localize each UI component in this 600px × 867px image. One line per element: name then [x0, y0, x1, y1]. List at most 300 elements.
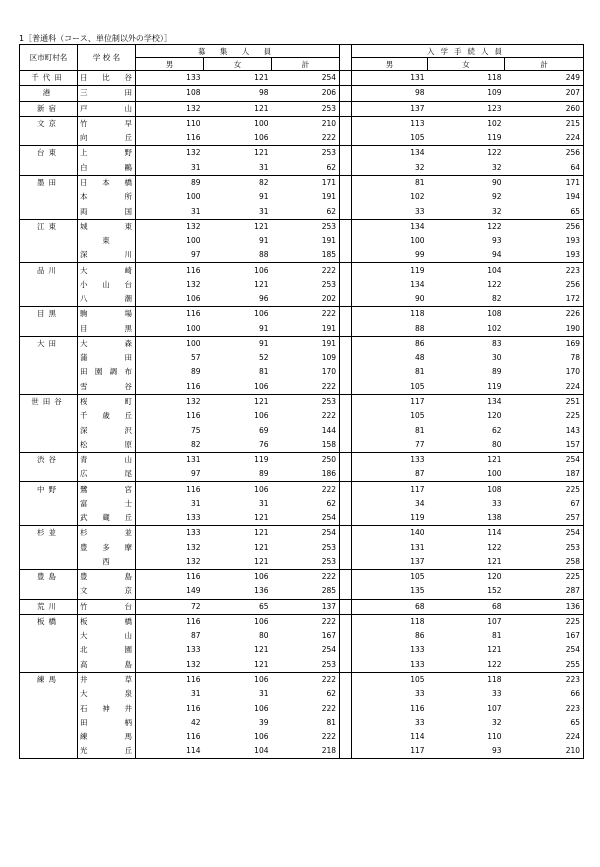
recruit-male-cell: 149 — [186, 586, 201, 596]
school-name: 向 丘 — [80, 133, 132, 143]
school-name-cell — [78, 101, 136, 116]
school-name: 広 尾 — [80, 469, 132, 479]
school-name: 北 園 — [80, 645, 132, 655]
enrolled-total-cell: 256 — [505, 219, 584, 234]
ward-cell: 墨田 — [20, 175, 78, 190]
recruit-male-cell: 31 — [190, 689, 201, 699]
gap-cell — [340, 190, 352, 204]
recruit-total-cell: 222 — [321, 381, 337, 391]
enrolled-total-cell: 251 — [505, 394, 584, 409]
recruit-total-cell: 144 — [321, 425, 337, 435]
table-row — [20, 263, 584, 278]
recruit-female-cell: 65 — [204, 599, 272, 614]
recruit-male-cell: 132 — [186, 542, 201, 552]
enrolled-total-cell: 225 — [505, 482, 584, 497]
ward-cell — [20, 438, 78, 453]
school-name-cell — [78, 219, 136, 234]
table-row — [20, 322, 584, 337]
school-name: 戸 山 — [80, 103, 132, 113]
enrolled-male-cell: 32 — [414, 162, 425, 172]
enrolled-female-cell: 120 — [487, 411, 502, 421]
gap-cell — [340, 672, 352, 687]
school-name: 富 士 — [80, 498, 132, 508]
enrolled-female-cell: 32 — [491, 717, 502, 727]
recruit-total-cell: 158 — [321, 439, 337, 449]
recruit-male-cell: 87 — [190, 631, 201, 641]
school-name-cell — [78, 146, 136, 161]
table-row — [20, 116, 584, 131]
recruit-male-cell: 100 — [186, 236, 201, 246]
enrolled-male-cell: 133 — [410, 659, 425, 669]
recruit-male-cell: 31 — [190, 498, 201, 508]
table-row — [20, 234, 584, 248]
enrolled-male-cell: 117 — [352, 744, 428, 759]
school-name: 城 東 — [80, 221, 132, 231]
table-row — [20, 584, 584, 599]
recruit-female-cell: 31 — [258, 206, 269, 216]
recruit-total-cell: 191 — [321, 236, 337, 246]
gap-cell — [340, 658, 352, 673]
ward-cell — [20, 131, 78, 146]
gap-cell — [340, 248, 352, 263]
school-name: 桜 町 — [80, 396, 132, 406]
table-row — [20, 658, 584, 673]
enrolled-female-cell: 121 — [428, 452, 505, 467]
enrolled-male-cell: 33 — [414, 206, 425, 216]
ward-cell — [20, 278, 78, 292]
recruit-male-cell: 132 — [136, 146, 204, 161]
school-name: 井 草 — [80, 675, 132, 685]
school-name-cell — [78, 687, 136, 701]
enrolled-female-cell: 33 — [491, 689, 502, 699]
ward-cell — [20, 701, 78, 715]
ward-cell — [20, 716, 78, 730]
school-name-cell — [78, 423, 136, 437]
enrolled-total-cell: 136 — [505, 599, 584, 614]
enrolled-female-cell: 62 — [491, 425, 502, 435]
school-name: 光 丘 — [80, 746, 132, 756]
recruit-total-cell: 62 — [326, 162, 337, 172]
ward-cell — [20, 234, 78, 248]
enrolled-female-cell: 94 — [491, 250, 502, 260]
recruit-total-cell: 254 — [321, 645, 337, 655]
enrolled-male-cell: 86 — [414, 631, 425, 641]
school-name: 三 田 — [80, 88, 132, 98]
recruit-male-cell: 116 — [186, 732, 201, 742]
enrolled-total-cell: 254 — [505, 643, 584, 657]
enrolled-female-cell: 81 — [491, 631, 502, 641]
enrolled-female-cell: 107 — [428, 614, 505, 629]
enrolled-total-cell: 257 — [505, 511, 584, 526]
school-name: 東 — [102, 236, 110, 246]
ward-cell — [20, 161, 78, 176]
enrolled-total-cell: 78 — [505, 351, 584, 365]
school-name-cell — [78, 351, 136, 365]
school-name-cell — [78, 234, 136, 248]
enrolled-female-cell: 138 — [487, 513, 502, 523]
enrolled-male-cell: 81 — [352, 175, 428, 190]
enrolled-female-cell: 134 — [428, 394, 505, 409]
recruit-male-cell: 116 — [136, 614, 204, 629]
recruit-total-cell: 222 — [272, 307, 340, 322]
enrolled-total-cell: 256 — [505, 146, 584, 161]
enrolled-male-cell: 131 — [410, 542, 425, 552]
table-row — [20, 71, 584, 86]
enrolled-total-cell: 193 — [505, 234, 584, 248]
enrolled-female-cell: 107 — [487, 703, 502, 713]
school-name: 雪 谷 — [80, 381, 132, 391]
recruit-total-cell: 137 — [272, 599, 340, 614]
school-name-cell — [78, 452, 136, 467]
recruit-male-cell: 116 — [186, 381, 201, 391]
enrolled-total-cell: 258 — [505, 555, 584, 570]
enrolled-female-cell: 122 — [428, 219, 505, 234]
school-name-cell — [78, 511, 136, 526]
school-name: 練 馬 — [80, 732, 132, 742]
recruit-female-cell: 91 — [258, 192, 269, 202]
ward-cell — [20, 190, 78, 204]
recruit-male-cell: 100 — [186, 323, 201, 333]
recruit-male-cell: 100 — [186, 192, 201, 202]
enrolled-total-cell: 260 — [505, 101, 584, 116]
school-name-cell — [78, 629, 136, 643]
gap-cell — [340, 116, 352, 131]
recruit-male-cell: 97 — [190, 250, 201, 260]
enrolled-total-cell: 66 — [505, 687, 584, 701]
recruit-male-cell: 116 — [136, 570, 204, 585]
recruit-male-cell: 108 — [136, 86, 204, 101]
enrolled-male-cell: 48 — [414, 353, 425, 363]
school-name: 鷺 宮 — [80, 484, 132, 494]
enrolled-female-cell: 122 — [428, 146, 505, 161]
ward-cell — [20, 467, 78, 482]
enrolled-total-cell: 167 — [505, 629, 584, 643]
enrolled-female-cell: 108 — [428, 482, 505, 497]
school-name: 田 柄 — [80, 717, 132, 727]
enrolled-male-cell: 77 — [414, 439, 425, 449]
school-name-cell — [78, 263, 136, 278]
gap-cell — [340, 86, 352, 101]
enrolled-total-cell: 224 — [505, 730, 584, 744]
recruit-total-cell: 254 — [272, 526, 340, 541]
gap-cell — [340, 307, 352, 322]
enrolled-male-cell: 33 — [414, 689, 425, 699]
recruit-female-cell: 106 — [204, 614, 272, 629]
recruit-male-cell: 132 — [186, 659, 201, 669]
header-recruit-male: 男 — [136, 58, 204, 71]
school-name: 文 京 — [80, 586, 132, 596]
enrolled-total-cell: 254 — [505, 452, 584, 467]
ward-cell — [20, 204, 78, 219]
recruit-male-cell: 132 — [136, 101, 204, 116]
enrolled-female-cell: 68 — [428, 599, 505, 614]
gap-cell — [340, 467, 352, 482]
school-name-cell — [78, 278, 136, 292]
enrolled-female-cell: 109 — [428, 86, 505, 101]
enrolled-male-cell: 90 — [414, 294, 425, 304]
table-row — [20, 204, 584, 219]
school-name-cell — [78, 497, 136, 511]
gap-cell — [340, 101, 352, 116]
enrolled-female-cell: 118 — [428, 71, 505, 86]
enrolled-total-cell: 225 — [505, 570, 584, 585]
enrolled-total-cell: 64 — [505, 161, 584, 176]
recruit-total-cell: 253 — [272, 394, 340, 409]
enrolled-female-cell: 83 — [428, 336, 505, 351]
recruit-female-cell: 91 — [258, 323, 269, 333]
recruit-female-cell: 76 — [258, 439, 269, 449]
enrolled-male-cell: 119 — [410, 513, 425, 523]
enrolled-total-cell: 254 — [505, 526, 584, 541]
recruit-male-cell: 132 — [136, 394, 204, 409]
ward-cell: 千代田 — [20, 71, 78, 86]
header-ward: 区市町村名 — [20, 45, 78, 71]
recruit-female-cell: 39 — [258, 717, 269, 727]
table-row — [20, 438, 584, 453]
school-name-cell — [78, 730, 136, 744]
gap-cell — [340, 292, 352, 307]
school-name-cell — [78, 409, 136, 423]
recruit-female-cell: 121 — [254, 513, 269, 523]
enrolled-female-cell: 104 — [428, 263, 505, 278]
enrolled-female-cell: 92 — [491, 192, 502, 202]
school-name-cell — [78, 701, 136, 715]
enrolled-male-cell: 133 — [410, 645, 425, 655]
school-name-cell — [78, 365, 136, 379]
gap-cell — [340, 599, 352, 614]
recruit-female-cell: 96 — [258, 294, 269, 304]
ward-cell — [20, 365, 78, 379]
school-name-cell — [78, 744, 136, 759]
recruit-total-cell: 191 — [321, 323, 337, 333]
gap-cell — [340, 744, 352, 759]
recruit-male-cell: 131 — [136, 452, 204, 467]
gap-cell — [340, 584, 352, 599]
gap-cell — [340, 365, 352, 379]
school-name: 八 潮 — [80, 294, 132, 304]
table-row — [20, 687, 584, 701]
gap-cell — [340, 131, 352, 146]
enrolled-male-cell: 100 — [410, 236, 425, 246]
gap-cell — [340, 409, 352, 423]
recruit-male-cell: 89 — [136, 175, 204, 190]
recruit-total-cell: 222 — [272, 672, 340, 687]
enrolled-male-cell: 86 — [352, 336, 428, 351]
enrolled-male-cell: 105 — [410, 411, 425, 421]
recruit-female-cell: 119 — [204, 452, 272, 467]
table-row — [20, 730, 584, 744]
gap-cell — [340, 161, 352, 176]
enrolled-female-cell: 89 — [491, 367, 502, 377]
enrolled-total-cell: 223 — [505, 263, 584, 278]
table-row — [20, 380, 584, 395]
enrolled-male-cell: 88 — [414, 323, 425, 333]
enrolled-male-cell: 116 — [410, 703, 425, 713]
header-recruitment: 募 集 人 員 — [136, 45, 340, 58]
table-row — [20, 190, 584, 204]
header-enrolled-total: 計 — [505, 58, 584, 71]
ward-cell: 練馬 — [20, 672, 78, 687]
recruit-male-cell: 31 — [190, 162, 201, 172]
recruit-male-cell: 133 — [136, 71, 204, 86]
recruit-female-cell: 31 — [258, 498, 269, 508]
ward-cell — [20, 511, 78, 526]
enrolled-total-cell: 170 — [505, 365, 584, 379]
enrolled-total-cell: 193 — [505, 248, 584, 263]
ward-cell: 板橋 — [20, 614, 78, 629]
table-row — [20, 278, 584, 292]
enrolled-male-cell: 134 — [352, 146, 428, 161]
recruit-male-cell: 57 — [190, 353, 201, 363]
recruit-female-cell: 31 — [258, 162, 269, 172]
recruit-total-cell: 253 — [272, 101, 340, 116]
recruit-total-cell: 222 — [321, 411, 337, 421]
ward-cell — [20, 687, 78, 701]
enrolled-total-cell: 65 — [505, 204, 584, 219]
ward-cell: 江東 — [20, 219, 78, 234]
school-name: 上 野 — [80, 148, 132, 158]
recruit-female-cell: 121 — [204, 394, 272, 409]
recruit-female-cell: 82 — [204, 175, 272, 190]
enrolled-total-cell: 224 — [505, 380, 584, 395]
table-caption: 1［普通科（コース、単位制以外の学校）］ — [19, 34, 172, 43]
recruit-female-cell: 106 — [254, 133, 269, 143]
school-name-cell — [78, 204, 136, 219]
recruit-female-cell: 69 — [258, 425, 269, 435]
school-name-cell — [78, 131, 136, 146]
school-name: 小 山 台 — [80, 279, 132, 289]
table-row — [20, 292, 584, 307]
table-row — [20, 101, 584, 116]
recruit-total-cell: 62 — [326, 206, 337, 216]
header-enrolled-female: 女 — [428, 58, 505, 71]
ward-cell: 文京 — [20, 116, 78, 131]
recruit-total-cell: 222 — [321, 133, 337, 143]
school-name: 千 歳 丘 — [80, 411, 132, 421]
recruit-total-cell: 222 — [321, 703, 337, 713]
recruit-total-cell: 206 — [272, 86, 340, 101]
school-name: 深 沢 — [80, 425, 132, 435]
recruit-male-cell: 31 — [190, 206, 201, 216]
header-enrolled: 入学手続人員 — [352, 45, 584, 58]
ward-cell — [20, 584, 78, 599]
recruit-female-cell: 88 — [258, 250, 269, 260]
school-name: 板 橋 — [80, 616, 132, 626]
recruit-female-cell: 121 — [204, 526, 272, 541]
enrolled-female-cell: 30 — [491, 353, 502, 363]
table-row — [20, 526, 584, 541]
recruit-male-cell: 116 — [186, 133, 201, 143]
school-name-cell — [78, 716, 136, 730]
gap-cell — [340, 438, 352, 453]
recruit-female-cell: 121 — [204, 146, 272, 161]
enrolled-female-cell: 93 — [428, 744, 505, 759]
enrolled-female-cell: 120 — [428, 570, 505, 585]
recruit-total-cell: 202 — [321, 294, 337, 304]
school-name: 田 園 調 布 — [80, 367, 132, 377]
ward-cell — [20, 248, 78, 263]
enrolled-total-cell: 65 — [505, 716, 584, 730]
enrolled-male-cell: 114 — [410, 732, 425, 742]
table-row — [20, 555, 584, 570]
table-row — [20, 336, 584, 351]
school-name-cell — [78, 555, 136, 570]
recruit-female-cell: 106 — [204, 482, 272, 497]
school-name: 豊 多 摩 — [80, 542, 132, 552]
table-row — [20, 716, 584, 730]
school-name-cell — [78, 116, 136, 131]
enrolled-female-cell: 123 — [428, 101, 505, 116]
ward-cell: 目黒 — [20, 307, 78, 322]
ward-cell: 荒川 — [20, 599, 78, 614]
enrolled-male-cell: 137 — [352, 101, 428, 116]
recruit-female-cell: 121 — [254, 556, 269, 566]
recruit-female-cell: 106 — [204, 570, 272, 585]
school-name: 松 原 — [80, 439, 132, 449]
recruit-female-cell: 121 — [254, 659, 269, 669]
ward-cell: 大田 — [20, 336, 78, 351]
enrolled-female-cell: 122 — [487, 659, 502, 669]
header-recruit-total: 計 — [272, 58, 340, 71]
enrolled-male-cell: 105 — [352, 672, 428, 687]
enrolled-male-cell: 105 — [410, 381, 425, 391]
recruit-female-cell: 136 — [254, 586, 269, 596]
table-row — [20, 175, 584, 190]
gap-cell — [340, 380, 352, 395]
enrolled-male-cell: 33 — [414, 717, 425, 727]
recruit-total-cell: 170 — [321, 367, 337, 377]
recruit-female-cell: 121 — [204, 219, 272, 234]
enrolled-male-cell: 102 — [410, 192, 425, 202]
school-name: 西 — [102, 556, 110, 566]
enrolled-female-cell: 32 — [491, 206, 502, 216]
recruit-total-cell: 222 — [272, 614, 340, 629]
recruit-female-cell: 89 — [258, 469, 269, 479]
school-name-cell — [78, 322, 136, 337]
enrolled-total-cell: 225 — [505, 409, 584, 423]
recruit-male-cell: 106 — [186, 294, 201, 304]
recruit-total-cell: 253 — [321, 279, 337, 289]
ward-cell: 世田谷 — [20, 394, 78, 409]
recruit-female-cell: 100 — [204, 116, 272, 131]
gap-cell — [340, 570, 352, 585]
school-name: 目 黒 — [80, 323, 132, 333]
ward-cell: 杉並 — [20, 526, 78, 541]
recruit-total-cell: 285 — [321, 586, 337, 596]
enrolled-male-cell: 99 — [414, 250, 425, 260]
enrolled-female-cell: 80 — [491, 439, 502, 449]
school-name-cell — [78, 541, 136, 555]
ward-cell — [20, 541, 78, 555]
enrolled-total-cell: 194 — [505, 190, 584, 204]
table-row — [20, 161, 584, 176]
enrolled-female-cell: 100 — [487, 469, 502, 479]
school-name-cell — [78, 71, 136, 86]
enrolled-total-cell: 157 — [505, 438, 584, 453]
gap-cell — [340, 423, 352, 437]
gap-cell — [340, 629, 352, 643]
enrolled-male-cell: 113 — [352, 116, 428, 131]
school-name-cell — [78, 438, 136, 453]
recruit-total-cell: 167 — [321, 631, 337, 641]
enrolled-female-cell: 118 — [428, 672, 505, 687]
school-name-cell — [78, 614, 136, 629]
recruit-total-cell: 210 — [272, 116, 340, 131]
school-name: 青 山 — [80, 455, 132, 465]
table-row — [20, 482, 584, 497]
recruit-total-cell: 191 — [272, 336, 340, 351]
enrolled-female-cell: 114 — [428, 526, 505, 541]
